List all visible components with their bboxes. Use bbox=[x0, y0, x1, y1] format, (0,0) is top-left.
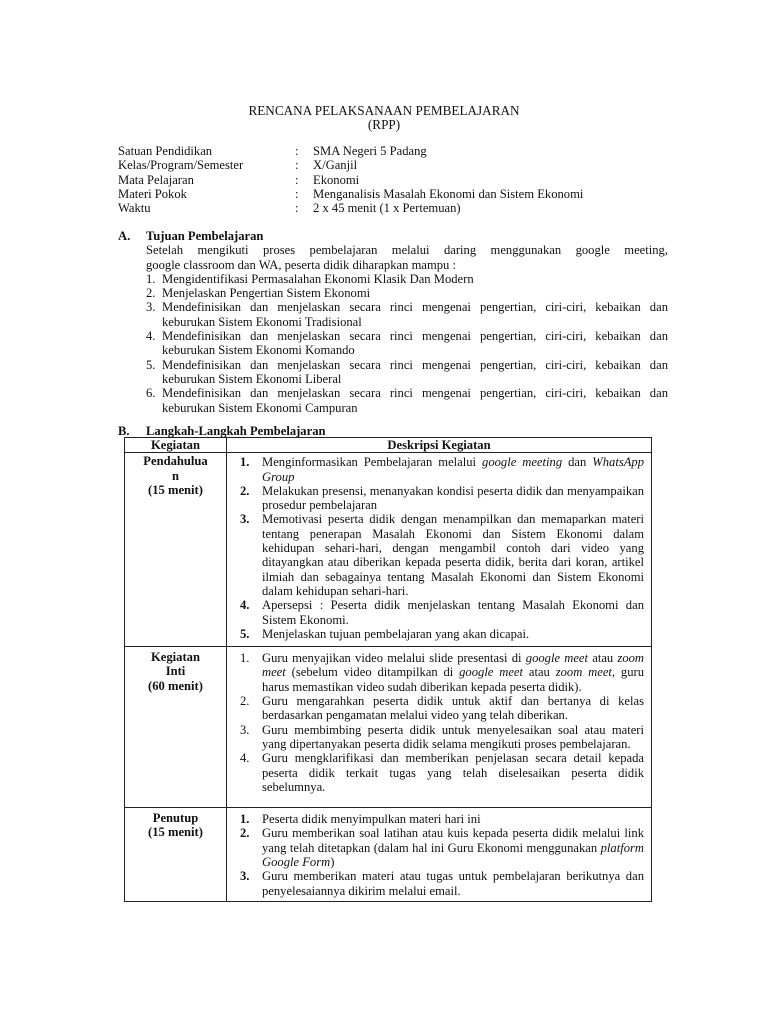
step-number: 3. bbox=[240, 512, 250, 527]
description-cell bbox=[227, 453, 652, 647]
step-number: 2. bbox=[240, 694, 250, 709]
steps-list bbox=[228, 809, 650, 900]
step-text: Melakukan presensi, menanyakan kondisi peserta didik dan menyampaikan prosedur pembelajaran bbox=[262, 483, 644, 513]
step-text: Menginformasikan Pembelajaran melalui google meeting dan WhatsApp Group bbox=[262, 455, 645, 484]
table-row bbox=[125, 647, 652, 808]
step-text: Guru menyajikan video melalui slide presentasi di google meet atau zoom meet (sebelum video ditampilkan di google meet atau zoom meet, guru harus memastikan video sudah diberikan kepada peserta didik). bbox=[262, 651, 645, 694]
section-letter: A. bbox=[118, 229, 131, 243]
item-text: Mengidentifikasi Permasalahan Ekonomi Klasik Dan Modern bbox=[162, 271, 474, 286]
stage-duration: (15 menit) bbox=[148, 825, 203, 840]
stage-name: Pendahulua bbox=[143, 454, 208, 469]
step-number: 5. bbox=[240, 626, 250, 641]
section-heading bbox=[118, 229, 668, 243]
steps-list bbox=[228, 648, 650, 806]
item-number: 3. bbox=[146, 300, 156, 315]
stage-name: Kegiatan bbox=[151, 650, 200, 665]
objectives-list bbox=[118, 272, 668, 415]
column-header: Deskripsi Kegiatan bbox=[227, 438, 652, 453]
step-text: Guru membimbing peserta didik untuk menyelesaikan soal atau materi yang dipertanyakan peserta didik selama mengikuti proses pembelajaran. bbox=[262, 722, 644, 751]
list-item bbox=[234, 598, 644, 627]
info-value: 2 x 45 menit (1 x Pertemuan) bbox=[313, 201, 461, 216]
item-number: 2. bbox=[146, 286, 156, 301]
step-number: 4. bbox=[240, 751, 250, 766]
info-row bbox=[118, 201, 583, 215]
item-text: Mendefinisikan dan menjelaskan secara rinci mengenai pengertian, ciri-ciri, kebaikan dan keburukan Sistem Ekonomi Komando bbox=[162, 329, 668, 358]
info-separator: : bbox=[295, 158, 299, 173]
step-text: Guru mengarahkan peserta didik untuk aktif dan bertanya di kelas berdasarkan pengamatan melalui video yang telah diberikan. bbox=[262, 694, 644, 723]
list-item bbox=[234, 751, 644, 794]
info-separator: : bbox=[295, 144, 299, 158]
table-row bbox=[125, 453, 652, 647]
step-text: Menjelaskan tujuan pembelajaran yang akan dicapai. bbox=[262, 626, 530, 641]
step-number: 3. bbox=[240, 869, 250, 884]
list-item bbox=[234, 826, 644, 869]
item-text: Mendefinisikan dan menjelaskan secara rinci mengenai pengertian, ciri-ciri, kebaikan dan keburukan Sistem Ekonomi Liberal bbox=[162, 357, 668, 386]
step-number: 2. bbox=[240, 826, 250, 841]
info-value: X/Ganjil bbox=[313, 158, 358, 173]
description-cell bbox=[227, 647, 652, 808]
table-row bbox=[125, 808, 652, 902]
info-label: Kelas/Program/Semester bbox=[118, 158, 244, 173]
step-number: 1. bbox=[240, 812, 250, 827]
info-label: Waktu bbox=[118, 201, 151, 216]
list-item bbox=[146, 329, 668, 358]
stage-cell bbox=[125, 453, 227, 647]
learning-steps-table bbox=[124, 437, 652, 902]
info-label: Satuan Pendidikan bbox=[118, 144, 213, 158]
info-separator: : bbox=[295, 172, 299, 187]
info-row bbox=[118, 158, 583, 172]
stage-name: n bbox=[171, 468, 179, 483]
item-number: 5. bbox=[146, 357, 156, 372]
step-text: Guru memberikan materi atau tugas untuk pembelajaran berikutnya dan penyelesaiannya dikirim melalui email. bbox=[262, 869, 644, 898]
description-cell bbox=[227, 808, 652, 902]
list-item bbox=[146, 386, 668, 415]
step-number: 2. bbox=[240, 483, 250, 498]
list-item bbox=[146, 286, 668, 300]
list-item bbox=[146, 300, 668, 329]
list-item bbox=[234, 484, 644, 513]
list-item bbox=[146, 272, 668, 286]
stage-duration: (60 menit) bbox=[148, 678, 203, 693]
identity-block bbox=[118, 144, 583, 215]
step-number: 4. bbox=[240, 598, 250, 613]
stage-cell bbox=[125, 647, 227, 808]
info-separator: : bbox=[295, 201, 299, 216]
table-header-row bbox=[125, 438, 652, 453]
section-title: Tujuan Pembelajaran bbox=[146, 229, 264, 243]
document-subtitle: (RPP) bbox=[367, 117, 401, 132]
steps-list bbox=[228, 454, 650, 645]
list-item bbox=[234, 723, 644, 752]
stage-duration: (15 menit) bbox=[148, 482, 203, 497]
step-text: Apersepsi : Peserta didik menjelaskan tentang Masalah Ekonomi dan Sistem Ekonomi. bbox=[262, 598, 644, 627]
item-number: 6. bbox=[146, 386, 156, 401]
info-row bbox=[118, 144, 583, 158]
intro-line: Setelah mengikuti proses pembelajaran melalui daring menggunakan google meeting, bbox=[146, 243, 668, 258]
step-text: Memotivasi peserta didik dengan menampilkan dan memaparkan materi tentang penerapan Masalah Ekonomi dan Sistem Ekonomi dalam kehidupan sehari-hari, dengan mengambil contoh dari video yang ditayangkan atau diberikan kepada peserta didik, berita dari koran, artikel ilmiah dan sebagainya tentang Masalah Ekonomi dan Sistem Ekonomi dalam kehidupan sehari-hari. bbox=[262, 512, 644, 598]
document-title: RENCANA PELAKSANAAN PEMBELAJARAN bbox=[248, 103, 520, 118]
list-item bbox=[146, 358, 668, 387]
section-objectives bbox=[118, 229, 668, 415]
list-item bbox=[234, 455, 644, 484]
step-number: 1. bbox=[240, 651, 250, 666]
info-label: Materi Pokok bbox=[118, 186, 187, 201]
info-value: SMA Negeri 5 Padang bbox=[313, 144, 427, 158]
info-row bbox=[118, 173, 583, 187]
item-number: 1. bbox=[146, 271, 156, 286]
info-value: Menganalisis Masalah Ekonomi dan Sistem Ekonomi bbox=[313, 186, 584, 201]
info-row bbox=[118, 187, 583, 201]
step-text: Guru mengklarifikasi dan memberikan penjelasan secara detail kepada peserta didik terkait tugas yang telah diselesaikan peserta didik sebelumnya. bbox=[262, 751, 644, 794]
list-item bbox=[234, 869, 644, 898]
list-item bbox=[234, 627, 644, 641]
item-number: 4. bbox=[146, 329, 156, 344]
step-number: 1. bbox=[240, 455, 250, 470]
item-text: Menjelaskan Pengertian Sistem Ekonomi bbox=[162, 286, 371, 301]
section-title: Langkah-Langkah Pembelajaran bbox=[146, 424, 326, 438]
info-label: Mata Pelajaran bbox=[118, 172, 194, 187]
stage-name: Inti bbox=[165, 664, 186, 679]
step-text: Peserta didik menyimpulkan materi hari ini bbox=[262, 812, 481, 827]
intro-line: google classroom dan WA, peserta didik diharapkan mampu : bbox=[146, 257, 456, 272]
stage-name: Penutup bbox=[152, 811, 199, 826]
item-text: Mendefinisikan dan menjelaskan secara rinci mengenai pengertian, ciri-ciri, kebaikan dan keburukan Sistem Ekonomi Campuran bbox=[162, 386, 668, 415]
column-header: Kegiatan bbox=[125, 438, 227, 453]
info-separator: : bbox=[295, 186, 299, 201]
info-value: Ekonomi bbox=[313, 172, 360, 187]
section-letter: B. bbox=[118, 424, 130, 438]
item-text: Mendefinisikan dan menjelaskan secara rinci mengenai pengertian, ciri-ciri, kebaikan dan keburukan Sistem Ekonomi Tradisional bbox=[162, 300, 668, 329]
list-item bbox=[234, 812, 644, 826]
list-item bbox=[234, 651, 644, 694]
list-item bbox=[234, 512, 644, 598]
step-text: Guru memberikan soal latihan atau kuis kepada peserta didik melalui link yang telah ditetapkan (dalam hal ini Guru Ekonomi menggunakan platform Google Form) bbox=[262, 826, 644, 870]
step-number: 3. bbox=[240, 722, 250, 737]
list-item bbox=[234, 694, 644, 723]
stage-cell bbox=[125, 808, 227, 902]
